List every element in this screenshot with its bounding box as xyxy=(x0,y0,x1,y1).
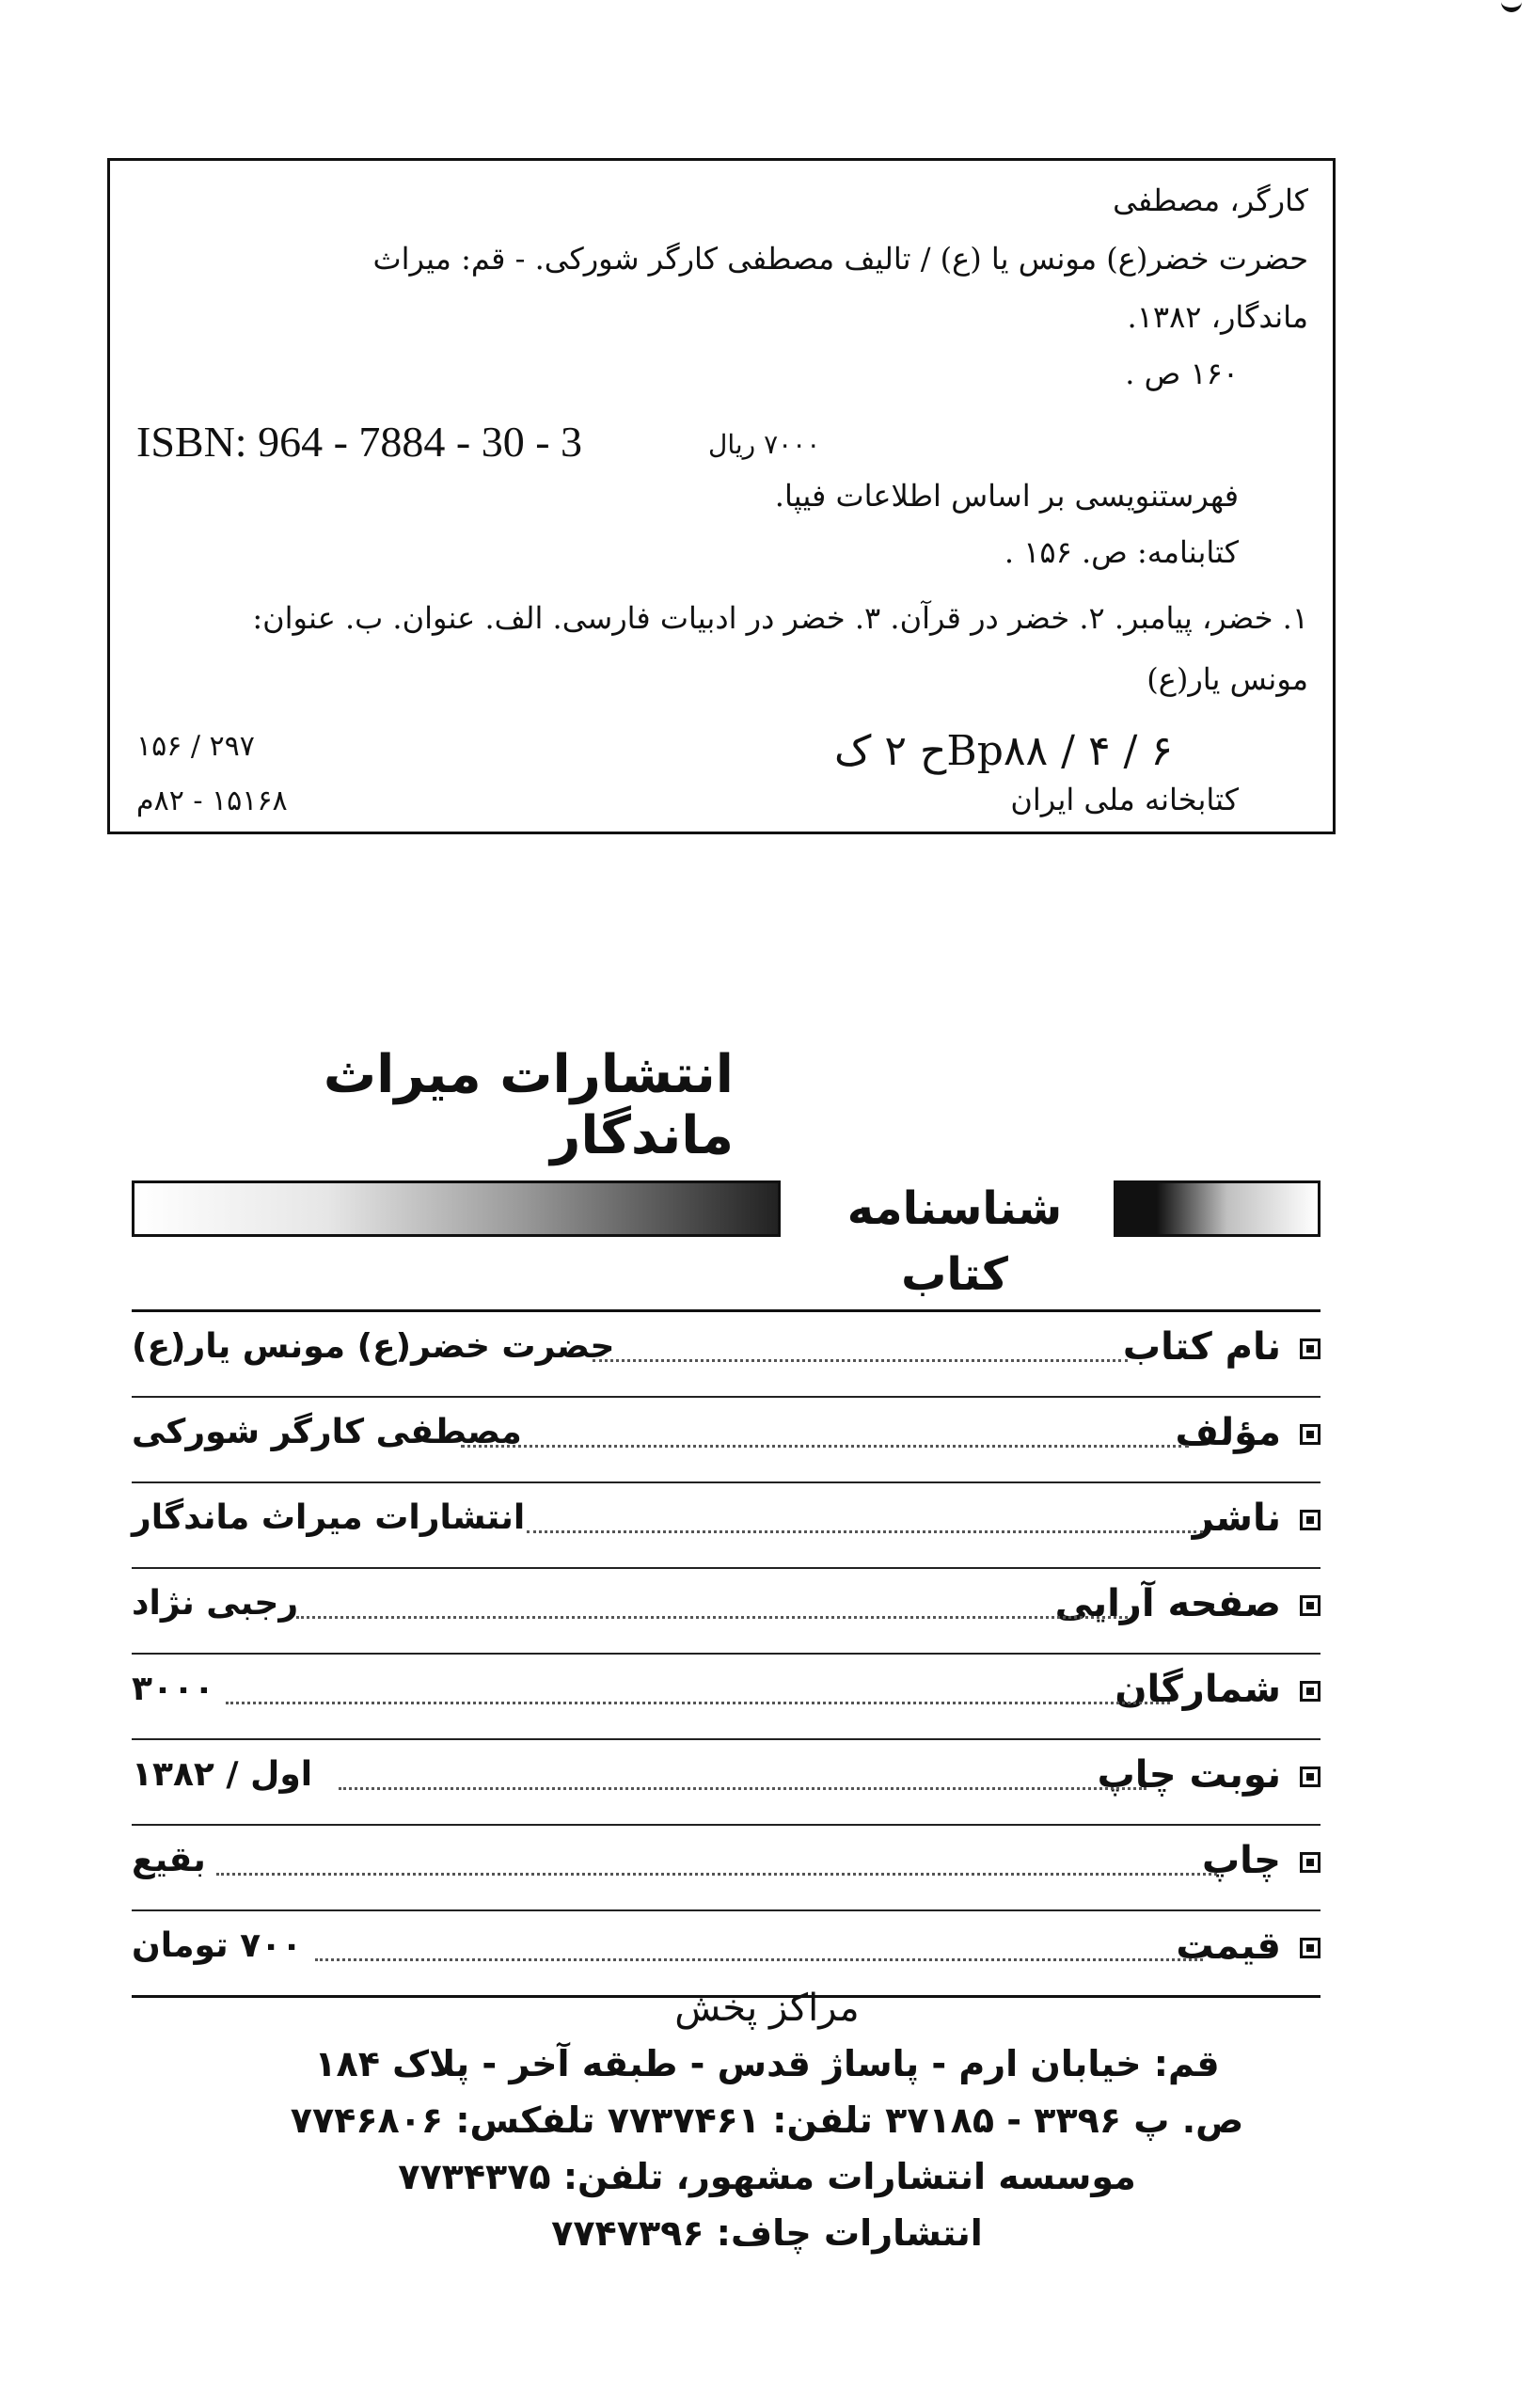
row-value: حضرت خضر(ع) مونس یار(ع) xyxy=(132,1327,615,1366)
section-banner xyxy=(132,1176,1321,1301)
dotted-leader xyxy=(296,1616,1128,1619)
catalog-national-number: ۱۵۱۶۸ - ۸۲م xyxy=(136,784,288,817)
catalog-congress: Bp۸۸ / ۴ / ۶ح ۲ ک xyxy=(833,727,1173,775)
catalog-subjects-line1: ۱. خضر، پیامبر. ۲. خضر در قرآن. ۳. خضر در ادبیات فارسی. الف. عنوان. ب. عنوان: xyxy=(252,600,1308,636)
distribution-line-chaf: انتشارات چاف: ۷۷۴۷۳۹۶ xyxy=(551,2212,983,2254)
row-label: نوبت چاپ xyxy=(1097,1753,1281,1797)
book-info-table xyxy=(132,1309,1321,1998)
distribution-line-address: قم: خیابان ارم - پاساژ قدس - طبقه آخر - پلاک ۱۸۴ xyxy=(314,2043,1220,2084)
catalog-card xyxy=(107,158,1336,834)
row-label: ناشر xyxy=(1192,1497,1281,1540)
distribution-line-phone: ص. پ ۳۳۹۶ - ۳۷۱۸۵ تلفن: ۷۷۳۷۴۶۱ تلفکس: ۷۷۴۶۸۰۶ xyxy=(290,2099,1244,2141)
row-value: بقیع xyxy=(132,1841,206,1879)
row-value: انتشارات میراث ماندگار xyxy=(132,1498,526,1537)
square-bullet-icon xyxy=(1300,1938,1321,1958)
square-bullet-icon xyxy=(1300,1424,1321,1445)
row-label: قیمت xyxy=(1176,1925,1281,1968)
row-label: نام کتاب xyxy=(1122,1325,1281,1369)
square-bullet-icon xyxy=(1300,1681,1321,1702)
dotted-leader xyxy=(593,1359,1128,1362)
catalog-title-line2: ماندگار، ۱۳۸۲. xyxy=(1127,299,1308,335)
catalog-isbn: ISBN: 964 - 7884 - 30 - 3 xyxy=(136,418,583,466)
square-bullet-icon xyxy=(1300,1766,1321,1787)
section-title: شناسنامه کتاب xyxy=(846,1182,1063,1301)
square-bullet-icon xyxy=(1300,1595,1321,1616)
catalog-note-bibliography: کتابنامه: ص. ۱۵۶ . xyxy=(1004,534,1239,570)
table-row xyxy=(132,1824,1321,1909)
table-row xyxy=(132,1909,1321,1998)
row-label: صفحه آرایی xyxy=(1054,1582,1281,1625)
dotted-leader xyxy=(216,1873,1217,1876)
row-value: ۷۰۰ تومان xyxy=(132,1926,303,1965)
dotted-leader xyxy=(461,1445,1189,1448)
catalog-dewey: ۲۹۷ / ۱۵۶ xyxy=(136,730,255,763)
catalog-price: ۷۰۰۰ ریال xyxy=(708,429,821,460)
row-value: ۳۰۰۰ xyxy=(132,1670,214,1708)
catalog-note-fipa: فهرستنویسی بر اساس اطلاعات فیپا. xyxy=(774,478,1239,514)
dotted-leader xyxy=(315,1958,1203,1961)
dotted-leader xyxy=(339,1787,1147,1790)
table-row xyxy=(132,1653,1321,1738)
distribution-line-mashhoor: موسسه انتشارات مشهور، تلفن: ۷۷۳۴۳۷۵ xyxy=(398,2156,1136,2197)
table-row xyxy=(132,1738,1321,1824)
row-label: چاپ xyxy=(1201,1839,1281,1882)
banner-bar-left xyxy=(132,1180,781,1237)
catalog-subjects-line2: مونس یار(ع) xyxy=(1147,661,1308,697)
catalog-title-line1: حضرت خضر(ع) مونس یا (ع) / تالیف مصطفی کارگر شورکی. - قم: میراث xyxy=(372,241,1308,277)
banner-bar-right xyxy=(1114,1180,1321,1237)
row-value: مصطفی کارگر شورکی xyxy=(132,1413,522,1451)
distribution-title: مراکز پخش xyxy=(674,1987,860,2030)
dotted-leader xyxy=(527,1530,1203,1533)
row-label: شمارگان xyxy=(1115,1668,1281,1711)
publisher-heading: انتشارات میراث ماندگار xyxy=(323,1044,734,1166)
catalog-author: کارگر، مصطفی xyxy=(1113,182,1308,218)
row-label: مؤلف xyxy=(1175,1411,1281,1454)
table-row xyxy=(132,1567,1321,1653)
table-row xyxy=(132,1481,1321,1567)
square-bullet-icon xyxy=(1300,1510,1321,1530)
corner-mark xyxy=(1501,0,1522,12)
table-row xyxy=(132,1396,1321,1481)
table-row xyxy=(132,1309,1321,1396)
catalog-pages: ۱۶۰ ص . xyxy=(1125,356,1239,391)
square-bullet-icon xyxy=(1300,1339,1321,1359)
square-bullet-icon xyxy=(1300,1852,1321,1873)
dotted-leader xyxy=(226,1702,1170,1704)
row-value: اول / ۱۳۸۲ xyxy=(132,1755,313,1794)
row-value: رجبی نژاد xyxy=(132,1584,299,1623)
catalog-library: کتابخانه ملی ایران xyxy=(1010,782,1239,817)
